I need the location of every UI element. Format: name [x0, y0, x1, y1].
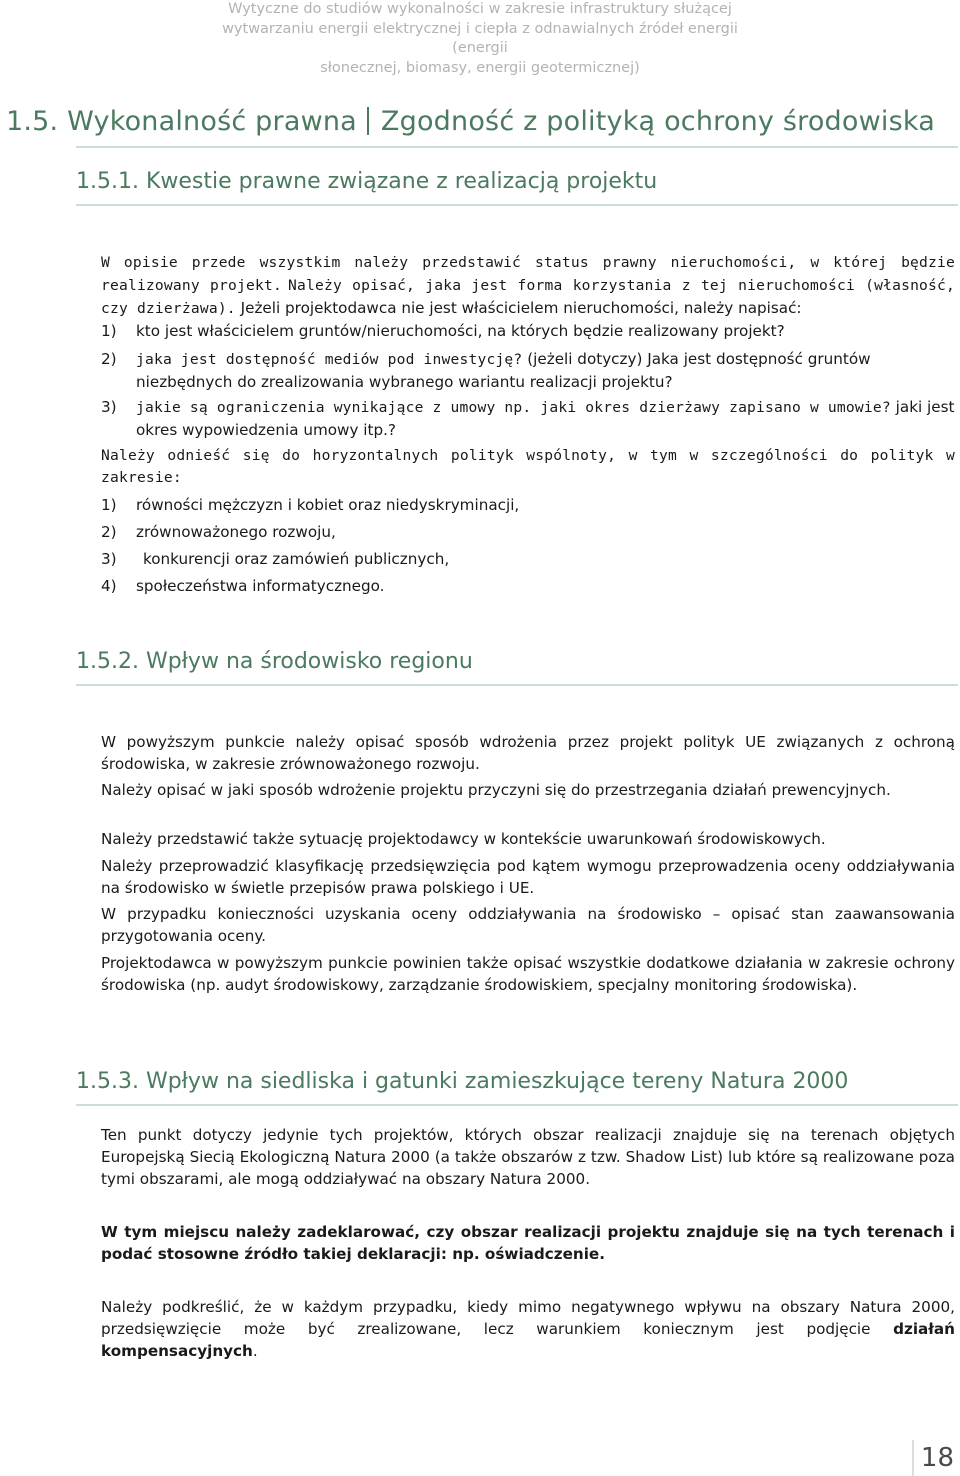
list-text: konkurencji oraz zamówień publicznych,	[143, 550, 450, 568]
list-number: 3)	[101, 550, 117, 568]
running-header-line: słonecznej, biomasy, energii geotermicznej)	[320, 59, 640, 76]
list-text-part: (jeżeli dotyczy) Jaka jest dostępność gruntów niezbędnych do zrealizowania wybranego wariantu realizacji projektu?	[136, 350, 871, 391]
list-item	[101, 348, 955, 393]
subsection-heading-153: 1.5.3. Wpływ na siedliska i gatunki zamieszkujące tereny Natura 2000	[76, 1069, 849, 1094]
running-header-line: wytwarzaniu energii elektrycznej i ciepła z odnawialnych źródeł energii (energii	[222, 20, 738, 56]
subsection-divider	[76, 684, 958, 686]
paragraph: Projektodawca w powyższym punkcie powinien także opisać wszystkie dodatkowe działania w zakresie ochrony środowiska (np. audyt środowiskowy, zarządzanie środowiskiem, specjalny monitoring środowiska).	[101, 954, 955, 994]
list-text: równości mężczyzn i kobiet oraz niedyskryminacji,	[136, 496, 520, 514]
paragraph-text: .	[252, 1342, 258, 1360]
list-number: 1)	[101, 496, 117, 514]
running-header	[200, 0, 760, 78]
paragraph: W przypadku konieczności uzyskania oceny oddziaływania na środowisko – opisać stan zaawansowania przygotowania oceny.	[101, 905, 955, 945]
paragraph	[101, 1296, 955, 1362]
paragraph-text: Jeżeli projektodawca nie jest właścicielem nieruchomości, należy napisać:	[240, 299, 802, 317]
paragraph: Należy opisać w jaki sposób wdrożenie projektu przyczyni się do przestrzegania działań prewencyjnych.	[101, 781, 891, 799]
paragraph: W powyższym punkcie należy opisać sposób wdrożenia przez projekt polityk UE związanych z ochroną środowiska, w zakresie zrównoważonego rozwoju.	[101, 733, 955, 773]
subsection-divider	[76, 204, 958, 206]
list-number: 2)	[101, 523, 117, 541]
paragraph-emphasis: działań kompensacyjnych	[101, 1320, 955, 1360]
page-number: 18	[912, 1440, 960, 1476]
subsection-heading-152: 1.5.2. Wpływ na środowisko regionu	[76, 649, 473, 674]
paragraph: Ten punkt dotyczy jedynie tych projektów, których obszar realizacji znajduje się na terenach objętych Europejską Siecią Ekologiczną Natura 2000 (a także obszarów z tzw. Shadow List) lub które są realizowane poza tymi obszarami, ale mogą oddziaływać na obszary Natura 2000.	[101, 1126, 955, 1188]
section-title-left: 1.5. Wykonalność prawna	[6, 106, 357, 137]
list-item	[101, 521, 955, 543]
list-text-part: jaki jest okres wypowiedzenia umowy itp.?	[136, 398, 955, 439]
list-number: 1)	[101, 322, 117, 340]
section-title	[6, 106, 935, 137]
list-number: 3)	[101, 398, 117, 416]
paragraph-text: Należy opisać, jaka jest forma korzystania z tej nieruchomości (własność, czy dzierżawa).	[101, 277, 956, 317]
subsection-divider	[76, 1104, 958, 1106]
paragraph: Należy przeprowadzić klasyfikację przedsięwzięcia pod kątem wymogu przeprowadzenia oceny oddziaływania na środowisko w świetle przepisów prawa polskiego i UE.	[101, 857, 955, 897]
paragraph-declaration: W tym miejscu należy zadeklarować, czy obszar realizacji projektu znajduje się na tych terenach i podać stosowne źródło takiej deklaracji: np. oświadczenie.	[101, 1223, 955, 1263]
paragraph-text: Należy podkreślić, że w każdym przypadku, kiedy mimo negatywnego wpływu na obszary Natura 2000, przedsięwzięcie może być zrealizowane, lecz warunkiem koniecznym jest podjęcie	[101, 1298, 955, 1338]
paragraph-text: W opisie przede wszystkim należy przedstawić status prawny nieruchomości, w której będzie realizowany projekt.	[101, 254, 955, 294]
list-number: 2)	[101, 350, 117, 368]
section-title-right: Zgodność z polityką ochrony środowiska	[380, 106, 935, 137]
list-text	[136, 396, 955, 441]
list-text	[136, 348, 955, 393]
list-item	[101, 494, 955, 516]
running-header-line: Wytyczne do studiów wykonalności w zakresie infrastruktury służącej	[228, 1, 732, 17]
list-text: zrównoważonego rozwoju,	[136, 523, 336, 541]
list-text-part: jakie są ograniczenia wynikające z umowy np. jaki okres dzierżawy zapisano w umowie?	[136, 399, 891, 416]
list-text-part: jaka jest dostępność mediów pod inwestycję?	[136, 351, 523, 368]
list-item	[101, 575, 955, 597]
title-separator	[367, 107, 369, 135]
list-text: społeczeństwa informatycznego.	[136, 577, 385, 595]
paragraph-policies: Należy odnieść się do horyzontalnych polityk wspólnoty, w tym w szczególności do polityk w zakresie:	[101, 447, 955, 486]
list-item	[101, 396, 955, 441]
list-number: 4)	[101, 577, 117, 595]
list-text: kto jest właścicielem gruntów/nieruchomości, na których będzie realizowany projekt?	[136, 322, 785, 340]
list-item	[101, 548, 955, 570]
paragraph: Należy przedstawić także sytuację projektodawcy w kontekście uwarunkowań środowiskowych.	[101, 830, 826, 848]
paragraph-status	[101, 251, 955, 320]
subsection-heading-151: 1.5.1. Kwestie prawne związane z realizacją projektu	[76, 169, 658, 194]
section-divider	[76, 146, 958, 148]
list-item	[101, 320, 955, 342]
